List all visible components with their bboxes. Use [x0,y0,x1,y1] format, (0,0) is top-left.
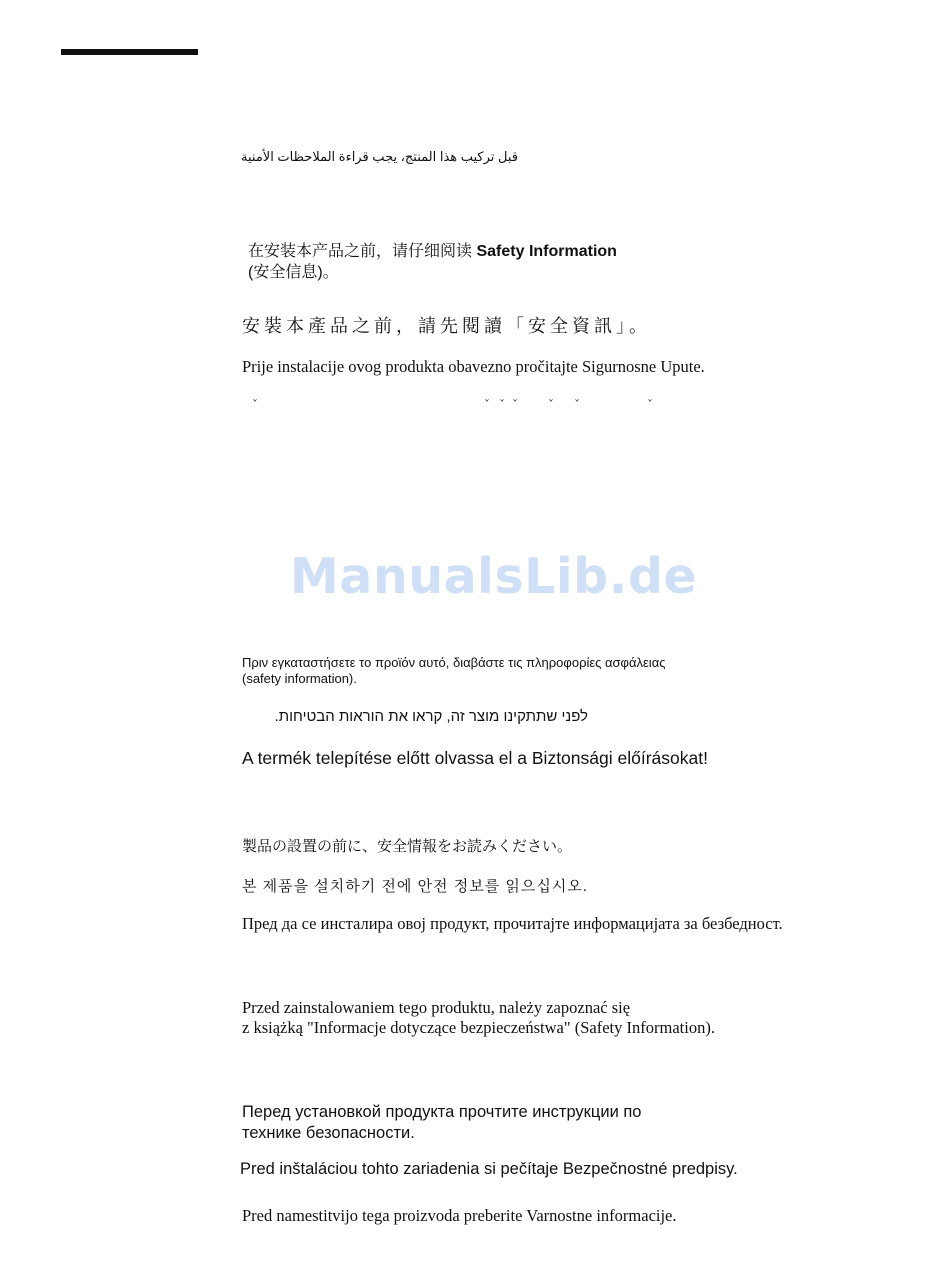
breve-mark: ˇ [548,398,554,412]
breve-mark: ˇ [499,398,505,412]
notice-greek [242,655,665,687]
notice-russian-line2: технике безопасности. [242,1124,415,1142]
notice-greek-line2: (safety information). [242,671,357,686]
notice-slovenian: Pred namestitvijo tega proizvoda preberite Varnostne informacije. [242,1206,677,1225]
notice-russian-line1: Перед установкой продукта прочтите инструкции по [242,1103,642,1121]
notice-polish [242,998,715,1038]
notice-polish-line2: z książką "Informacje dotyczące bezpieczeństwa" (Safety Information). [242,1018,715,1037]
breve-mark: ˇ [484,398,490,412]
notice-japanese: 製品の設置の前に、安全情報をお読みください。 [242,838,573,855]
notice-slovak: Pred inštaláciou tohto zariadenia si pečítaje Bezpečnostné predpisy. [240,1160,738,1178]
breve-mark: ˇ [574,398,580,412]
header-rule [61,49,198,55]
notice-simplified-chinese-line2: (安全信息)。 [248,264,339,281]
notice-russian [242,1102,641,1144]
notice-hungarian: A termék telepítése előtt olvassa el a Biztonsági előírásokat! [242,748,708,768]
breve-mark: ˇ [252,398,258,412]
notice-arabic: قبل تركيب هذا المنتج، يجب قراءة الملاحظات الأمنية [241,149,518,164]
notice-macedonian: Пред да се инсталира овој продукт, прочитајте информацијата за безбедност. [242,914,783,933]
notice-simplified-chinese [248,241,617,283]
breve-mark: ˇ [647,398,653,412]
notice-traditional-chinese: 安裝本產品之前，請先閱讀「安全資訊」。 [242,316,651,337]
notice-simplified-chinese-text: 在安装本产品之前，请仔细阅读 [248,243,473,260]
breve-mark: ˇ [512,398,518,412]
notice-croatian: Prije instalacije ovog produkta obavezno pročitajte Sigurnosne Upute. [242,357,705,376]
watermark: ManualsLib.de [290,548,698,605]
notice-polish-line1: Przed zainstalowaniem tego produktu, należy zapoznać się [242,998,631,1017]
notice-simplified-chinese-safety-information: Safety Information [476,243,617,260]
notice-greek-line1: Πριν εγκαταστήσετε το προϊόν αυτό, διαβάστε τις πληροφορίες ασφάλειας [242,655,666,670]
notice-hebrew: לפני שתתקינו מוצר זה, קראו את הוראות הבטיחות. [274,708,588,725]
notice-korean: 본 제품을 설치하기 전에 안전 정보를 읽으십시오. [242,878,588,895]
garbled-notice-marks [242,398,662,412]
